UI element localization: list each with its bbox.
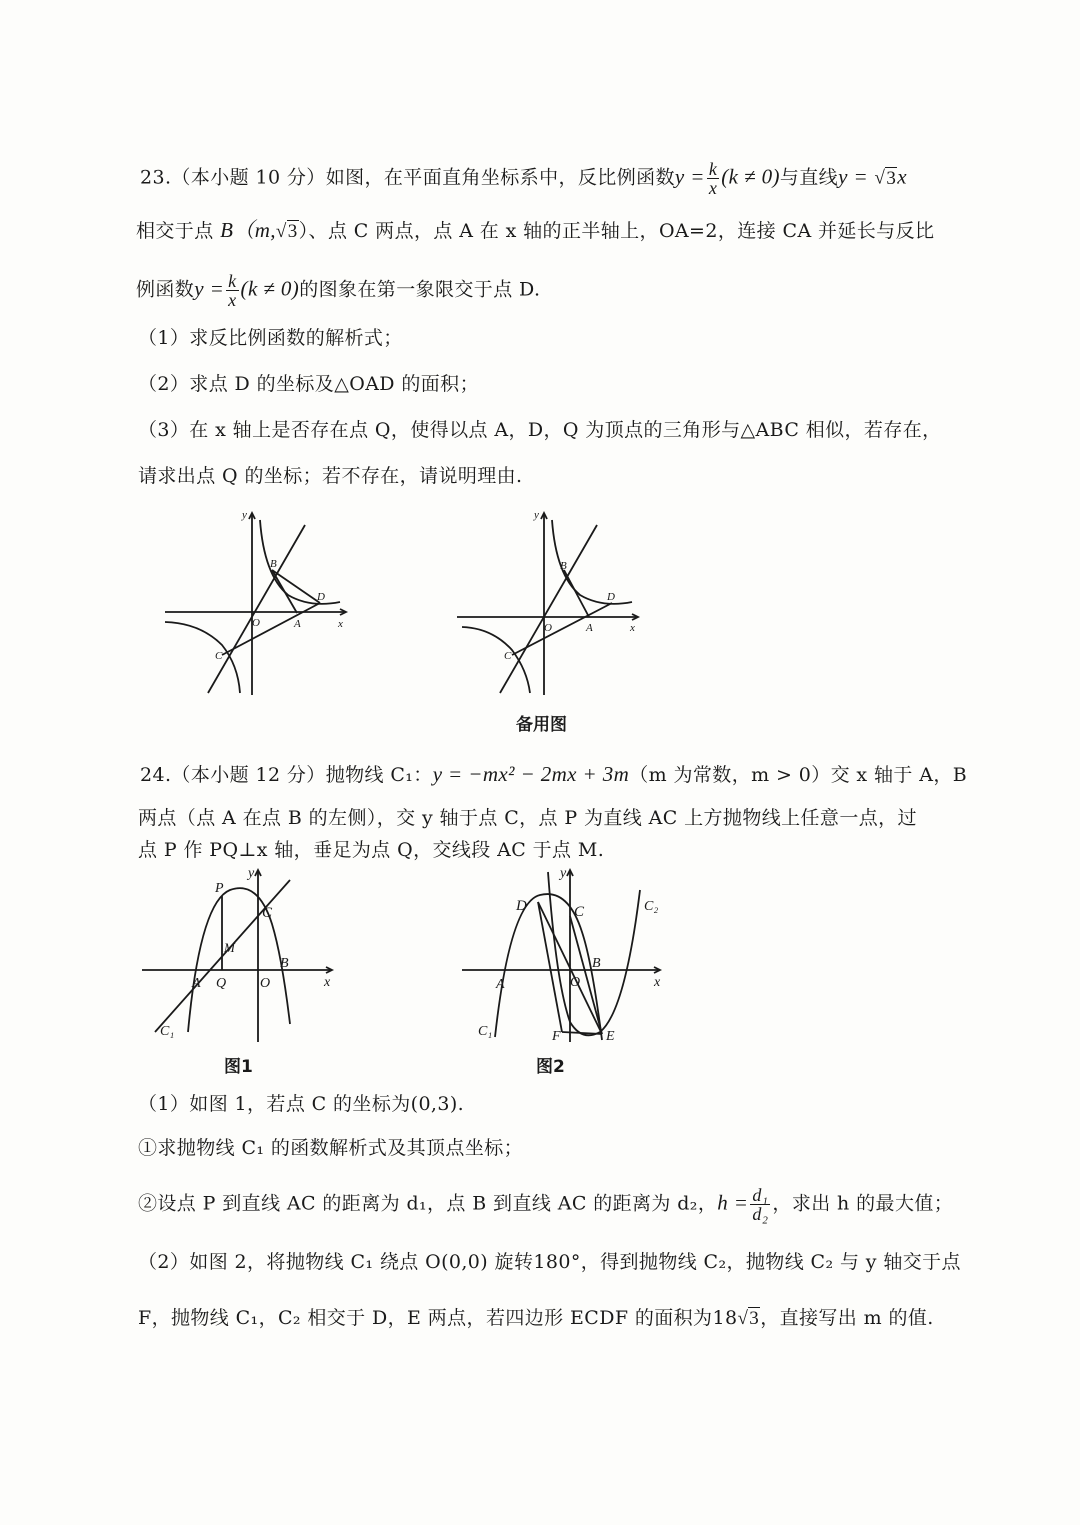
line-eq-lhs: y = bbox=[838, 164, 869, 189]
fraction-d1-over-d2 bbox=[750, 1186, 770, 1223]
parabola-C1 bbox=[495, 894, 602, 1040]
label-M: M bbox=[224, 940, 235, 955]
q23-line1 bbox=[140, 160, 907, 197]
frac-den: x bbox=[708, 178, 718, 198]
frac-num: d₁ bbox=[752, 1185, 769, 1205]
sqrt-rad: 3 bbox=[749, 1308, 760, 1329]
label-x: x bbox=[324, 975, 331, 990]
line-y-root3x bbox=[208, 525, 305, 693]
fraction-k-over-x bbox=[226, 272, 238, 309]
sqrt-rad: 3 bbox=[886, 167, 897, 189]
q24-line2: 两点（点 A 在点 B 的左侧），交 y 轴于点 C，点 P 为直线 AC 上方抛物线上任意一点，过 bbox=[138, 807, 917, 829]
line-y-root3x bbox=[500, 525, 597, 693]
label-A: A bbox=[496, 977, 505, 992]
q24-text: ②设点 P 到直线 AC 的距离为 d₁，点 B 到直线 AC 的距离为 d₂， bbox=[138, 1192, 718, 1215]
q23-text: 例函数 bbox=[136, 278, 195, 301]
line-eq-var: x bbox=[897, 164, 907, 189]
area-num: 18 bbox=[712, 1307, 738, 1329]
q23-points: （本小题 10 分） bbox=[171, 166, 326, 189]
label-D: D bbox=[607, 591, 615, 603]
parabola-C1 bbox=[188, 888, 290, 1032]
label-Q: Q bbox=[216, 976, 227, 991]
q23-text: 如图，在平面直角坐标系中，反比例函数 bbox=[325, 166, 675, 189]
label-y: y bbox=[242, 509, 247, 521]
sqrt-3: √3 bbox=[275, 221, 298, 242]
q24-text: ，求出 h 的最大值； bbox=[772, 1192, 954, 1215]
label-D: D bbox=[317, 591, 325, 603]
label-C: C bbox=[215, 650, 223, 662]
q23-sub3: （3）在 x 轴上是否存在点 Q，使得以点 A，D，Q 为顶点的三角形与△ABC 相似，若存在， bbox=[138, 419, 942, 441]
sqrt-3: √3 bbox=[737, 1308, 760, 1329]
q24-points: （本小题 12 分） bbox=[171, 764, 326, 786]
label-O: O bbox=[252, 617, 260, 629]
label-D: D bbox=[516, 898, 527, 914]
q24-number: 24. bbox=[140, 764, 172, 786]
q23-sub3b: 请求出点 Q 的坐标；若不存在，请说明理由. bbox=[138, 465, 523, 487]
label-C2: C₂ bbox=[644, 899, 659, 914]
label-A: A bbox=[192, 976, 201, 991]
segment-FE bbox=[562, 1032, 602, 1034]
parabola-C2 bbox=[548, 872, 640, 1035]
frac-num: k bbox=[708, 159, 718, 179]
q23-sub1: （1）求反比例函数的解析式； bbox=[138, 327, 403, 349]
label-P: P bbox=[215, 881, 224, 896]
q23-figure-main bbox=[160, 505, 360, 700]
q23-line2 bbox=[136, 216, 934, 246]
frac-num: k bbox=[228, 271, 237, 291]
q24-line1 bbox=[140, 760, 967, 789]
label-C1: C₁ bbox=[160, 1024, 175, 1039]
label-F: F bbox=[552, 1029, 561, 1044]
frac-den: x bbox=[228, 290, 237, 310]
q23-text: 相交于点 bbox=[136, 220, 214, 242]
q24-p2-b bbox=[138, 1304, 934, 1333]
label-C: C bbox=[262, 905, 273, 921]
pointB: B（m, bbox=[220, 218, 276, 242]
label-C: C bbox=[504, 650, 512, 662]
label-O: O bbox=[260, 976, 271, 991]
q24-figure-1 bbox=[140, 862, 340, 1047]
label-O: O bbox=[544, 622, 552, 634]
label-x: x bbox=[630, 622, 635, 634]
q24-text: ，直接写出 m 的值. bbox=[760, 1307, 934, 1329]
frac-den: d₂ bbox=[752, 1204, 769, 1224]
q24-p1: （1）如图 1，若点 C 的坐标为(0,3). bbox=[138, 1093, 465, 1115]
label-B: B bbox=[560, 560, 567, 572]
q23-line3 bbox=[136, 272, 540, 309]
q24-p1-i: ①求抛物线 C₁ 的函数解析式及其顶点坐标； bbox=[138, 1137, 524, 1159]
pointB-end: ） bbox=[298, 220, 309, 242]
q24-line3: 点 P 作 PQ⊥x 轴，垂足为点 Q，交线段 AC 于点 M. bbox=[138, 839, 605, 861]
q24-fig1-caption: 图1 bbox=[224, 1057, 253, 1077]
label-B: B bbox=[270, 558, 277, 570]
label-y: y bbox=[560, 866, 567, 881]
line-CA-D bbox=[222, 603, 320, 655]
q24-p2-a: （2）如图 2，将抛物线 C₁ 绕点 O(0,0) 旋转180°，得到抛物线 C₂，抛物线 C₂ 与 y 轴交于点 bbox=[138, 1251, 961, 1273]
label-B: B bbox=[592, 956, 601, 971]
q23-text: 的图象在第一象限交于点 D. bbox=[299, 278, 541, 301]
fraction-k-over-x bbox=[707, 160, 719, 197]
label-O: O bbox=[570, 975, 581, 990]
label-E: E bbox=[606, 1029, 615, 1044]
func-cond: (k ≠ 0) bbox=[721, 164, 780, 189]
q23-text: 与直线 bbox=[779, 166, 839, 189]
q23-fig-caption: 备用图 bbox=[516, 715, 567, 735]
label-A: A bbox=[586, 622, 593, 634]
func-cond: (k ≠ 0) bbox=[240, 276, 300, 301]
func-lhs: y = bbox=[674, 164, 705, 189]
line-CA-D bbox=[512, 603, 612, 655]
q24-text: F，抛物线 C₁，C₂ 相交于 D，E 两点，若四边形 ECDF 的面积为 bbox=[138, 1307, 713, 1329]
label-C: C bbox=[574, 904, 585, 920]
sqrt-rad: 3 bbox=[287, 221, 298, 242]
sqrt-3: √3 bbox=[874, 167, 897, 189]
q23-text: 、点 C 两点，点 A 在 x 轴的正半轴上，OA=2，连接 CA 并延长与反比 bbox=[308, 220, 935, 242]
label-C1: C₁ bbox=[478, 1024, 493, 1039]
q23-sub2: （2）求点 D 的坐标及△OAD 的面积； bbox=[138, 373, 479, 395]
h-lhs: h = bbox=[717, 1190, 749, 1215]
segment-BA bbox=[564, 570, 589, 617]
q24-p1-ii bbox=[138, 1186, 953, 1223]
q24-text: （m 为常数，m > 0）交 x 轴于 A，B bbox=[629, 764, 968, 786]
q24-figure-2 bbox=[460, 862, 680, 1047]
q24-text: 抛物线 C₁： bbox=[325, 764, 433, 786]
label-A: A bbox=[294, 618, 301, 630]
q24-fig2-caption: 图2 bbox=[536, 1057, 565, 1077]
label-B: B bbox=[280, 956, 289, 971]
segment-BA bbox=[272, 570, 297, 613]
label-x: x bbox=[338, 618, 343, 630]
q23-number: 23. bbox=[140, 166, 172, 189]
parabola-eq: y = −mx² − 2mx + 3m bbox=[432, 762, 630, 786]
func-lhs: y = bbox=[194, 276, 225, 301]
q23-figure-spare bbox=[452, 505, 652, 700]
label-y: y bbox=[248, 866, 255, 881]
label-y: y bbox=[534, 509, 539, 521]
label-x: x bbox=[654, 975, 661, 990]
